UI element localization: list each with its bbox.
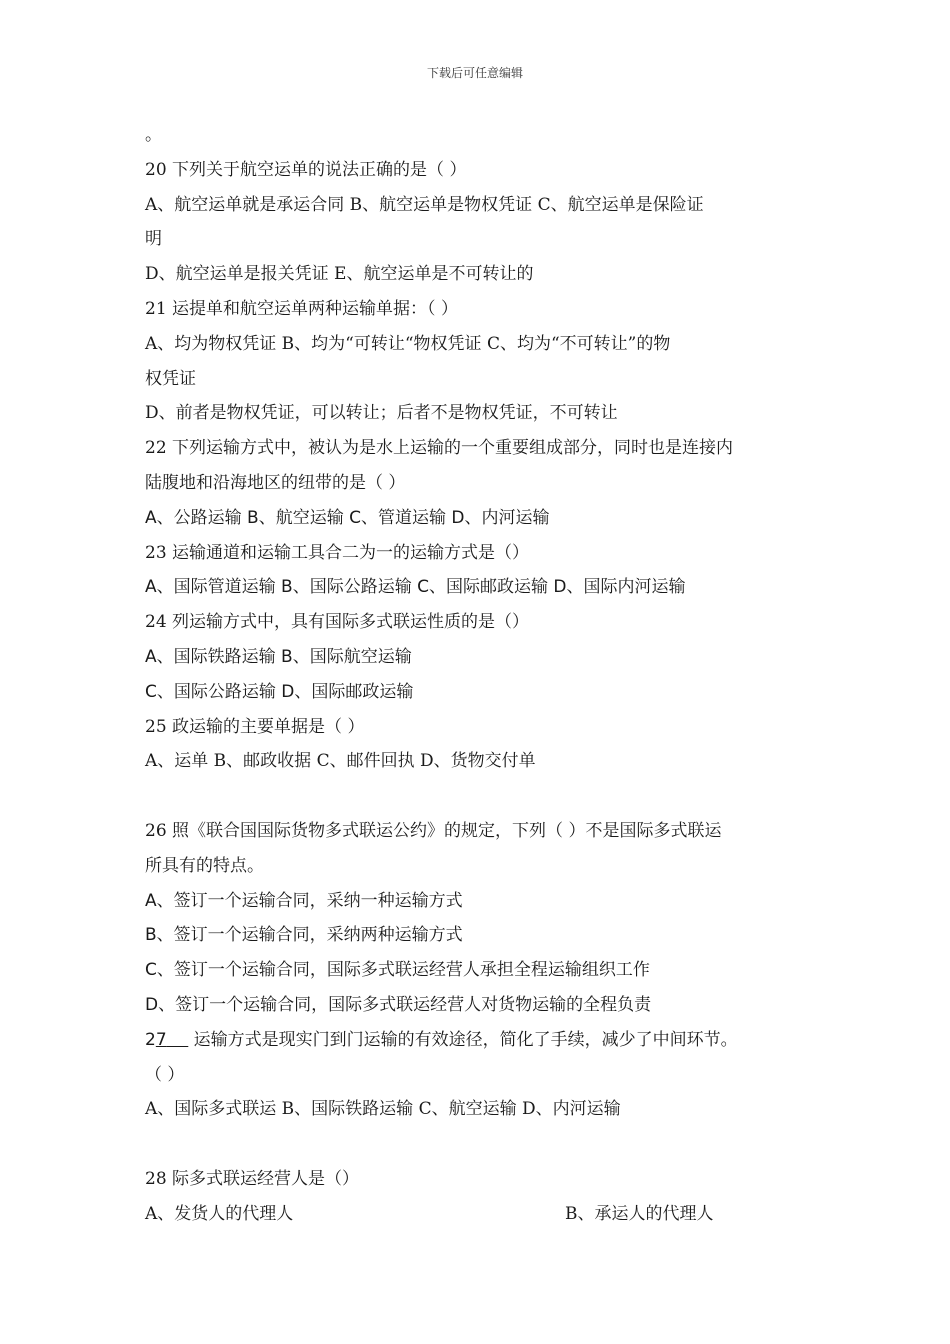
question-21-option-d: D、前者是物权凭证，可以转让；后者不是物权凭证，不可转让 — [145, 403, 618, 424]
document-body — [145, 118, 810, 1232]
question-27-text: 运输方式是现实门到门运输的有效途径，简化了手续，减少了中间环节。 — [188, 1029, 738, 1050]
question-20-options-2: D、航空运单是报关凭证 E、航空运单是不可转让的 — [145, 264, 534, 285]
question-21-options-cont: 权凭证 — [145, 368, 196, 389]
question-26-option-b: B、签订一个运输合同，采纳两种运输方式 — [145, 925, 463, 946]
question-22-options: A、公路运输 B、航空运输 C、管道运输 D、内河运输 — [145, 507, 550, 528]
page-header: 下载后可任意编辑 — [426, 66, 523, 80]
question-24-options-cd: C、国际公路运输 D、国际邮政运输 — [145, 681, 414, 702]
question-22-cont: 陆腹地和沿海地区的纽带的是（ ） — [145, 472, 406, 493]
question-27-number-a: 2 — [145, 1029, 156, 1050]
question-27 — [145, 1023, 810, 1058]
question-20: 20 下列关于航空运单的说法正确的是（ ） — [145, 159, 467, 180]
question-27-blank — [167, 1030, 189, 1050]
question-26: 26 照《联合国国际货物多式联运公约》的规定，下列（ ）不是国际多式联运 — [145, 820, 722, 841]
question-23-options: A、国际管道运输 B、国际公路运输 C、国际邮政运输 D、国际内河运输 — [145, 577, 686, 598]
question-26-option-c: C、签订一个运输合同，国际多式联运经营人承担全程运输组织工作 — [145, 960, 650, 981]
question-28-option-b: B、承运人的代理人 — [565, 1203, 714, 1224]
question-21: 21 运提单和航空运单两种运输单据：（ ） — [145, 298, 458, 319]
question-23: 23 运输通道和运输工具合二为一的运输方式是（） — [145, 542, 530, 563]
question-22: 22 下列运输方式中，被认为是水上运输的一个重要组成部分，同时也是连接内 — [145, 438, 734, 459]
question-27-number-b: 7 — [155, 1029, 167, 1050]
question-24: 24 列运输方式中，具有国际多式联运性质的是（） — [145, 612, 530, 633]
question-21-options: A、均为物权凭证 B、均为“可转让“物权凭证 C、均为“不可转让”的物 — [145, 333, 671, 354]
question-25: 25 政运输的主要单据是（ ） — [145, 716, 365, 737]
question-26-cont: 所具有的特点。 — [145, 855, 264, 876]
question-28-option-a: A、发货人的代理人 — [145, 1203, 294, 1224]
question-20-options: A、航空运单就是承运合同 B、航空运单是物权凭证 C、航空运单是保险证 — [145, 194, 704, 215]
question-24-options-ab: A、国际铁路运输 B、国际航空运输 — [145, 646, 412, 667]
question-25-options: A、运单 B、邮政收据 C、邮件回执 D、货物交付单 — [145, 751, 536, 772]
question-28-options — [145, 1197, 810, 1232]
question-27-paren: （ ） — [145, 1064, 185, 1085]
question-26-option-a: A、签订一个运输合同，采纳一种运输方式 — [145, 890, 463, 911]
question-20-options-cont: 明 — [145, 229, 162, 250]
question-26-option-d: D、签订一个运输合同，国际多式联运经营人对货物运输的全程负责 — [145, 994, 652, 1015]
blank-line — [145, 779, 810, 814]
question-27-options: A、国际多式联运 B、国际铁路运输 C、航空运输 D、内河运输 — [145, 1099, 621, 1120]
blank-line-2 — [145, 1127, 810, 1162]
text-line: 。 — [145, 125, 162, 145]
question-28: 28 际多式联运经营人是（） — [145, 1168, 360, 1189]
